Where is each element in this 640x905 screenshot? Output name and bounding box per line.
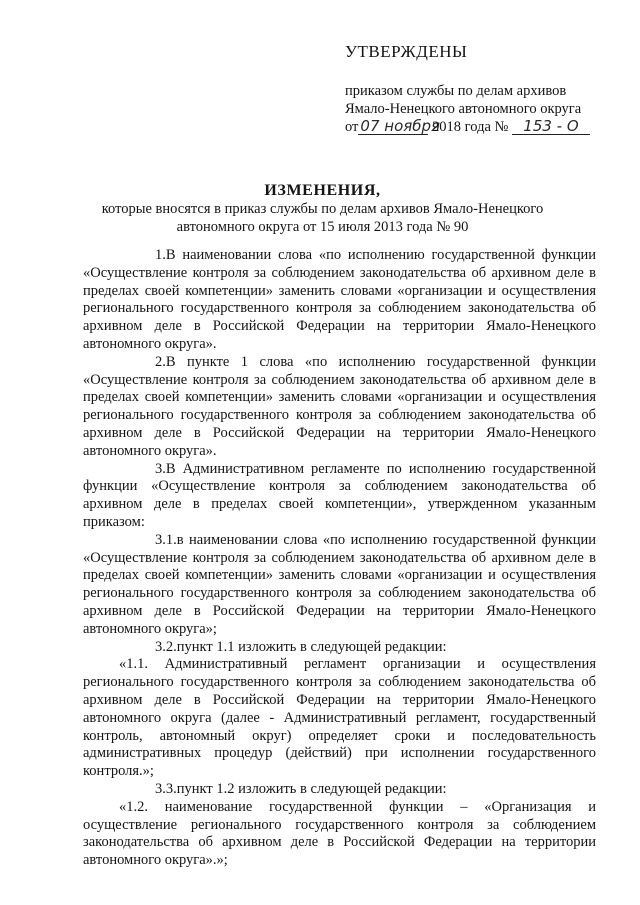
paragraph-text: пункт 1.1 изложить в следующей редакции: [176,638,447,655]
paragraph-text: пункт 1.2 изложить в следующей редакции: [176,780,447,797]
paragraph-number: 2. [155,353,166,370]
approval-heading: УТВЕРЖДЕНЫ [345,42,468,61]
paragraph-number: 3. [155,460,166,477]
document-subtitle: которые вносятся в приказ службы по делам архивов Ямало-Ненецкого автономного округа от 15 июля 2013 года № 90 [101,201,544,235]
paragraph-number: 3.2. [155,638,177,655]
approval-block [345,42,625,136]
paragraph-text: в наименовании слова «по исполнению государственной функции «Осуществление контроля за соблюдением законодательства об архивном деле в пределах своей компетенции» заменить словами «организации и осуществления регионального государственного контроля за соблюдением законодательства об архивном деле в Российской Федерации на территории Ямало-Ненецкого автономного округа»; [83,531,596,637]
paragraph-3 [83,461,596,532]
approval-date-line [345,118,625,136]
paragraph-number: 1. [155,247,166,263]
paragraph-text: «1.1. Административный регламент организации и осуществления регионального государственного контроля за соблюдением законодательства об архивном деле в Российской Федерации на территории Ямало-Ненецкого автономного округа (далее - Административный регламент, государственный контроль, автономный округ) определяет сроки и последовательность административных процедур (действий) при исполнении государственного контроля.»; [83,656,596,780]
approval-from-label: от [345,119,359,135]
approval-order-line: приказом службы по делам архивов [345,83,567,99]
quoted-paragraph-1-1 [83,656,596,781]
paragraph-3-3 [83,781,596,799]
handwritten-number: 153 - О [512,118,590,135]
paragraph-text: «1.2. наименование государственной функции – «Организация и осуществление регионального государственного контроля за соблюдением законодательства об архивном деле в Российской Федерации на территории автономного округа».»; [83,798,596,869]
paragraph-text: В Административном регламенте по исполнению государственной функции «Осуществление контроля за соблюдением законодательства об архивном деле в пределах своей компетенции», утвержденном указанным приказом: [83,460,596,530]
paragraph-number: 3.3. [155,780,177,797]
document-body [83,247,596,870]
paragraph-1 [83,247,596,354]
approval-region-line: Ямало-Ненецкого автономного округа [345,101,582,117]
document-title: ИЗМЕНЕНИЯ, [264,182,381,199]
paragraph-number: 3.1. [155,531,177,548]
paragraph-text: В наименовании слова «по исполнению государственной функции «Осуществление контроля за соблюдением законодательства об архивном деле в пределах своей компетенции» заменить словами «организации и осуществления регионального государственного контроля за соблюдением законодательства об архивном деле в Российской Федерации на территории Ямало-Ненецкого автономного округа». [83,247,596,352]
paragraph-3-2 [83,639,596,657]
title-block [60,182,585,236]
paragraph-2 [83,354,596,461]
paragraph-text: В пункте 1 слова «по исполнению государственной функции «Осуществление контроля за соблюдением законодательства об архивном деле в пределах своей компетенции» заменить словами «организации и осуществления регионального государственного контроля за соблюдением законодательства об архивном деле в Российской Федерации на территории Ямало-Ненецкого автономного округа». [83,353,596,459]
quoted-paragraph-1-2 [83,799,596,870]
approval-year-text: 2018 года № [432,119,509,135]
paragraph-3-1 [83,532,596,639]
handwritten-date: 07 ноября [360,117,441,135]
